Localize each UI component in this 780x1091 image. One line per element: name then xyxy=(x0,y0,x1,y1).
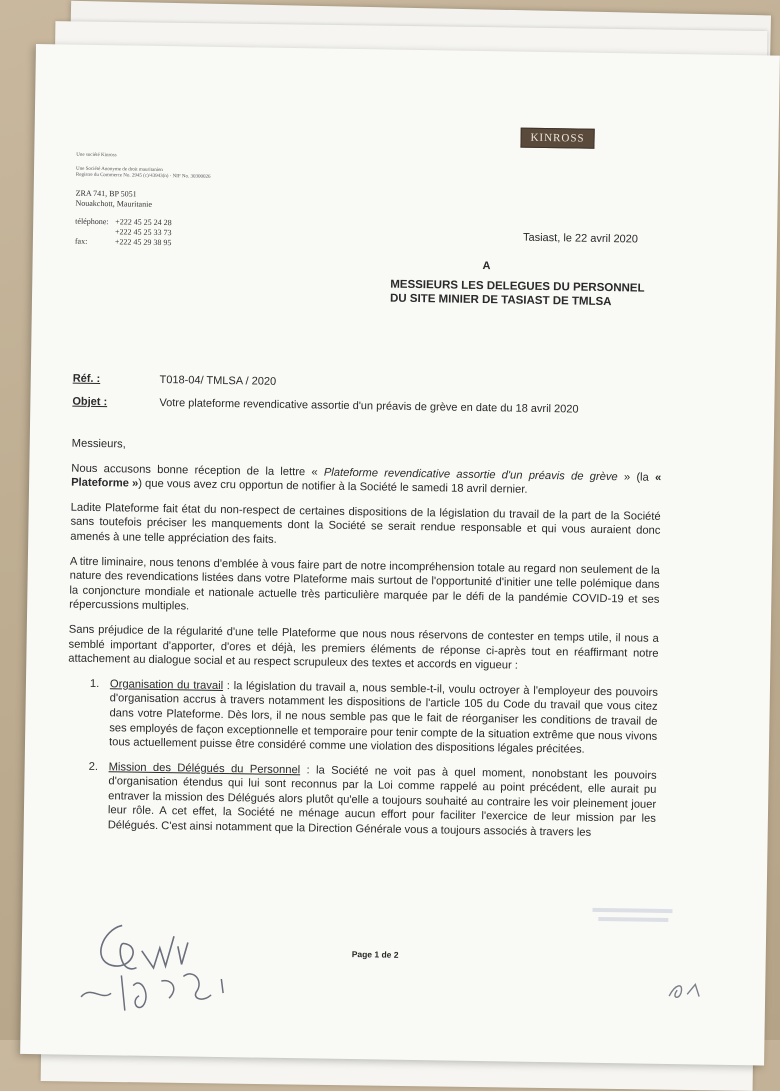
list-item-text: : la Société ne voit pas à quel moment, nonobstant les pouvoirs d'organisation étendus qui lui sont reconnus par la Loi comme rappelé au point précédent, elle aurait pu entraver la mission des Délégués alors plutôt qu'elle a toujours souhaité au contraire les voir pleinement jouer leur rôle. A cet effet, la Société ne ménage aucun effort pour faciliter l'exercice de leur mission par les Délégués. C'est ainsi notamment que la Direction Générale vous a toujours associés à travers les xyxy=(107,763,657,839)
paragraph-3: A titre liminaire, nous tenons d'emblée à vous faire part de notre incompréhension totale au regard non seulement de la nature des revendications listées dans votre Plateforme mais surtout de l'opportunité d'initier une telle polémique dans la conjoncture mondiale et nationale actuelle très particulière marquée par le défi de la pandémie COVID-19 et ses répercussions multiples. xyxy=(69,555,660,613)
handwritten-signature xyxy=(61,905,263,1028)
list-number: 2. xyxy=(88,760,99,773)
faint-stamp xyxy=(590,905,676,928)
paragraph-1 xyxy=(71,461,661,499)
contact-value: +222 45 25 24 28 xyxy=(115,217,172,228)
initials-mark xyxy=(661,974,711,1005)
paragraph-2: Ladite Plateforme fait état du non-respect de certaines dispositions de la législation du travail de la part de la Société sans toutefois préciser les manquements dont la Société se serait rendue responsable et qui vous auraient donc amenés à une telle appréciation des faits. xyxy=(70,501,661,546)
list-text xyxy=(108,760,657,842)
salutation: Messieurs, xyxy=(71,437,126,451)
list-item xyxy=(66,759,657,841)
subject-value: Votre plateforme revendicative assortie d'un préavis de grève en date du 18 avril 2020 xyxy=(159,396,579,416)
numbered-list xyxy=(66,676,658,841)
letter-date: Tasiast, le 22 avril 2020 xyxy=(522,231,639,246)
addressee-line: DU SITE MINIER DE TASIAST DE TMLSA xyxy=(389,292,612,309)
letter-page xyxy=(20,44,780,1066)
letter-body xyxy=(65,437,661,852)
paragraph-4: Sans préjudice de la régularité d'une telle Plateforme que nous nous réservons de contester en temps utile, il nous a semblé important d'apporter, d'ores et déjà, les premiers éléments de réponse ci-après tout en réaffirmant notre attachement au dialogue social et au respect scrupuleux des textes et accords en vigueur : xyxy=(68,623,659,672)
text-run-italic: Plateforme revendicative assortie d'un préavis de grève xyxy=(323,466,618,483)
company-registry-line: Registre du Commerce No. 2945 (c)/43943(n) · NIF No. 30300026 xyxy=(75,172,211,180)
addressee-block xyxy=(390,278,645,310)
contact-label: téléphone: xyxy=(75,216,109,227)
addressee-prefix: A xyxy=(482,260,491,273)
contact-label: fax: xyxy=(74,236,88,246)
text-run-bold: « Plateforme » xyxy=(71,471,662,490)
address-line-2: Nouakchott, Mauritanie xyxy=(75,198,152,209)
address-line-1: ZRA 741, BP 5051 xyxy=(75,188,137,199)
list-item xyxy=(67,676,658,758)
contact-label xyxy=(75,227,115,238)
company-legal-line: Une Société Anonyme de droit mauritanien xyxy=(75,166,163,174)
reference-value: T018-04/ TMLSA / 2020 xyxy=(159,373,277,388)
list-text xyxy=(109,677,658,759)
page-number: Page 1 de 2 xyxy=(351,949,399,960)
text-run: » (la xyxy=(617,470,656,484)
list-item-title: Organisation du travail xyxy=(109,677,224,692)
reference-label: Réf. : xyxy=(72,372,101,386)
contact-block xyxy=(75,217,172,249)
list-number: 1. xyxy=(89,677,100,690)
contact-row xyxy=(75,237,172,249)
text-run: Nous accusons bonne réception de la lettre « xyxy=(71,462,324,479)
list-item-title: Mission des Délégués du Personnel xyxy=(108,760,301,776)
list-item-text: : la législation du travail a, nous semble-t-il, voulu octroyer à l'employeur des pouvoirs d'organisation accrus à travers notamment les dispositions de l'article 105 du Code du travail que vous citez dans votre Plateforme. Dès lors, il ne nous semble pas que le fait de réorganiser les conditions de travail de ses employés de façon exceptionnelle et temporaire pour tenir compte de la situation extrême que nous vivons tous actuellement puisse être considéré comme une violation des dispositions légales précitées. xyxy=(108,679,658,756)
addressee-line: MESSIEURS LES DELEGUES DU PERSONNEL xyxy=(390,278,645,295)
text-run: ) que vous avez cru opportun de notifier à la Société le samedi 18 avril dernier. xyxy=(138,477,528,496)
company-line: Une société Kinross xyxy=(76,152,117,159)
contact-value: +222 45 29 38 95 xyxy=(114,237,172,248)
subject-line xyxy=(72,396,578,416)
stamp-graphic xyxy=(590,905,676,928)
contact-value: +222 45 25 33 73 xyxy=(114,227,172,238)
subject-label: Objet : xyxy=(72,395,108,409)
reference-line xyxy=(73,373,277,388)
kinross-logo: KINROSS xyxy=(520,128,594,149)
